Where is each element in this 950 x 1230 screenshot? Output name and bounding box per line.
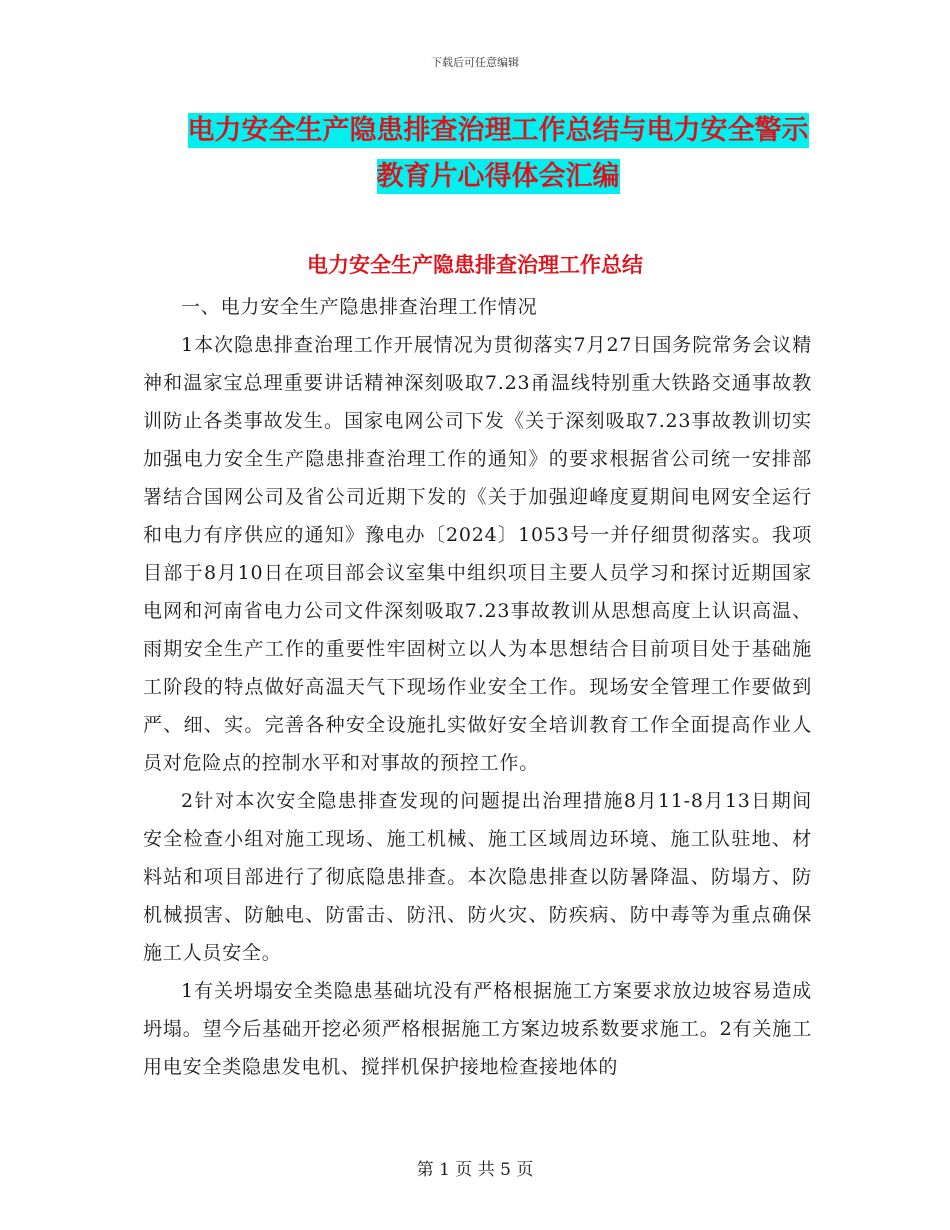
paragraph: 2针对本次安全隐患排查发现的问题提出治理措施8月11-8月13日期间安全检查小组对施工现场、施工机械、施工区域周边环境、施工队驻地、材料站和项目部进行了彻底隐患排查。本次隐患排查以防暑降温、防塌方、防机械损害、防触电、防雷击、防汛、防火灾、防疾病、防中毒等为重点确保施工人员安全。 xyxy=(143,790,812,964)
document-title-line-2: 教育片心得体会汇编 xyxy=(376,161,620,192)
section-title: 电力安全生产隐患排查治理工作总结 xyxy=(307,253,643,277)
document-title xyxy=(120,108,876,200)
body-text xyxy=(143,288,812,1086)
paragraph: 1有关坍塌安全类隐患基础坑没有严格根据施工方案要求放边坡容易造成坍塌。望今后基础开挖必须严格根据施工方案边坡系数要求施工。2有关施工用电安全类隐患发电机、搅拌机保护接地检查接地体的 xyxy=(143,980,812,1078)
header-note: 下载后可任意编辑 xyxy=(431,56,519,69)
paragraph-heading: 一、电力安全生产隐患排查治理工作情况 xyxy=(181,296,538,318)
document-title-line-1: 电力安全生产隐患排查治理工作总结与电力安全警示 xyxy=(187,115,809,146)
paragraph: 1本次隐患排查治理工作开展情况为贯彻落实7月27日国务院常务会议精神和温家宝总理重要讲话精神深刻吸取7.23甬温线特别重大铁路交通事故教训防止各类事故发生。国家电网公司下发《关于深刻吸取7.23事故教训切实加强电力安全生产隐患排查治理工作的通知》的要求根据省公司统一安排部署结合国网公司及省公司近期下发的《关于加强迎峰度夏期间电网安全运行和电力有序供应的通知》豫电办〔2024〕1053号一并仔细贯彻落实。我项目部于8月10日在项目部会议室集中组织项目主要人员学习和探讨近期国家电网和河南省电力公司文件深刻吸取7.23事故教训从思想高度上认识高温、雨期安全生产工作的重要性牢固树立以人为本思想结合目前项目处于基础施工阶段的特点做好高温天气下现场作业安全工作。现场安全管理工作要做到严、细、实。完善各种安全设施扎实做好安全培训教育工作全面提高作业人员对危险点的控制水平和对事故的预控工作。 xyxy=(143,334,812,774)
page-footer: 第 1 页 共 5 页 xyxy=(416,1160,534,1180)
